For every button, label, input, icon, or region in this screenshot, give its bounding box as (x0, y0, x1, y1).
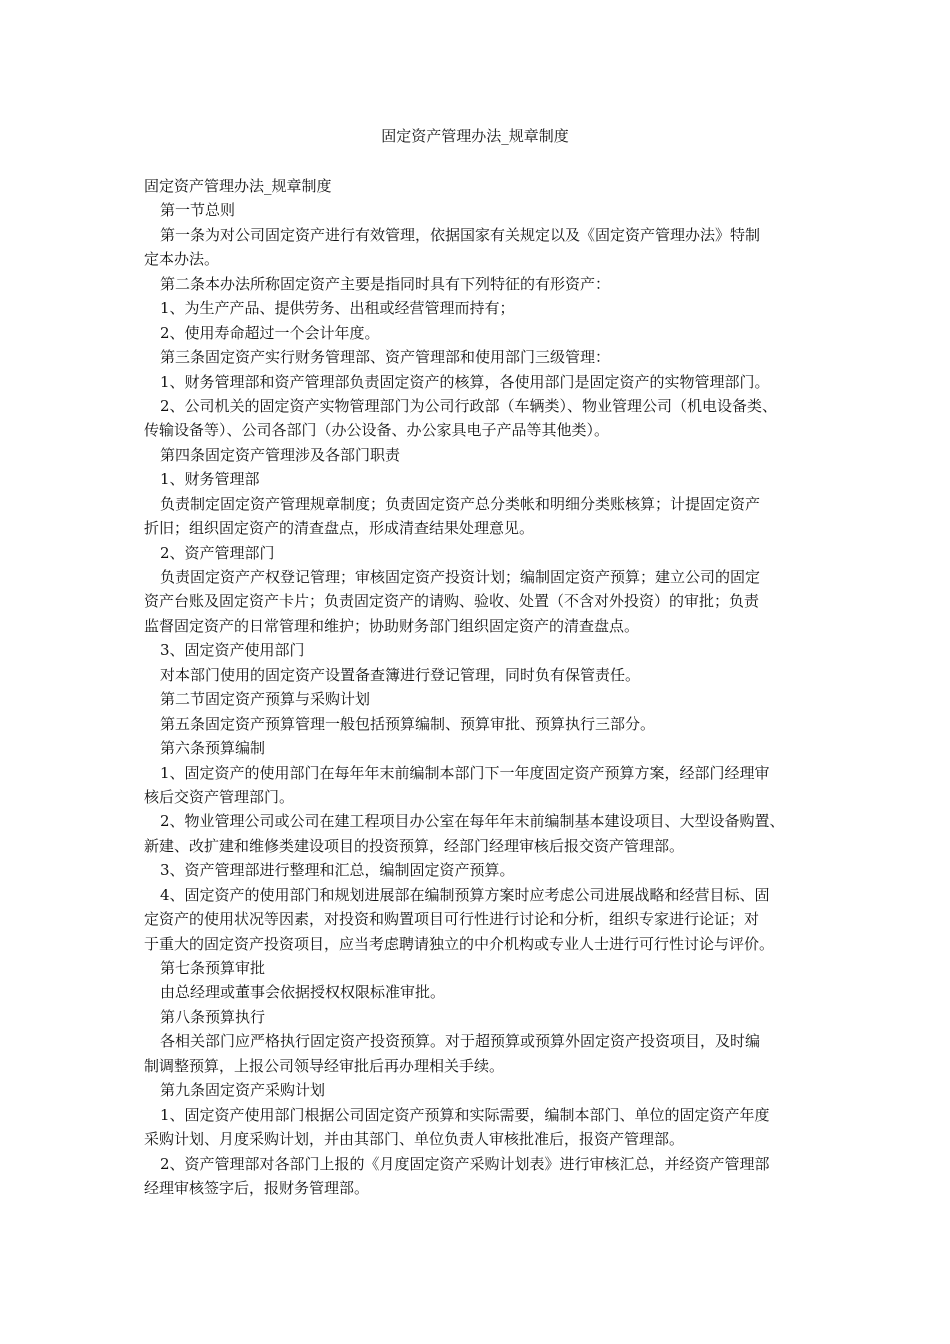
text-line: 采购计划、月度采购计划，并由其部门、单位负责人审核批准后，报资产管理部。 (144, 1130, 685, 1149)
text-line: 定本办法。 (144, 250, 220, 269)
text-line: 第五条固定资产预算管理一般包括预算编制、预算审批、预算执行三部分。 (160, 714, 656, 733)
text-line: 第六条预算编制 (160, 739, 266, 758)
text-line: 各相关部门应严格执行固定资产投资预算。对于超预算或预算外固定资产投资项目，及时编 (160, 1032, 761, 1051)
text-line: 核后交资产管理部门。 (144, 787, 295, 806)
text-line: 第二节固定资产预算与采购计划 (160, 690, 371, 709)
text-line: 第四条固定资产管理涉及各部门职责 (160, 445, 401, 464)
text-line: 制调整预算，上报公司领导经审批后再办理相关手续。 (144, 1056, 505, 1075)
text-line: 定资产的使用状况等因素，对投资和购置项目可行性进行讨论和分析，组织专家进行论证；对 (144, 910, 760, 929)
text-line: 第二条本办法所称固定资产主要是指同时具有下列特征的有形资产： (160, 274, 611, 293)
text-line: 第八条预算执行 (160, 1007, 266, 1026)
text-line: 3、固定资产使用部门 (160, 641, 305, 660)
text-line: 监督固定资产的日常管理和维护；协助财务部门组织固定资产的清查盘点。 (144, 616, 640, 635)
text-line: 折旧；组织固定资产的清查盘点，形成清查结果处理意见。 (144, 519, 535, 538)
text-line: 1、为生产产品、提供劳务、出租或经营管理而持有； (160, 299, 515, 318)
text-line: 1、财务管理部 (160, 470, 260, 489)
text-line: 新建、改扩建和维修类建设项目的投资预算，经部门经理审核后报交资产管理部。 (144, 836, 685, 855)
text-line: 负责制定固定资产管理规章制度；负责固定资产总分类帐和明细分类账核算；计提固定资产 (160, 494, 761, 513)
text-line: 第三条固定资产实行财务管理部、资产管理部和使用部门三级管理： (160, 348, 611, 367)
document-body (144, 174, 824, 1200)
text-line: 2、使用寿命超过一个会计年度。 (160, 323, 380, 342)
text-line: 于重大的固定资产投资项目，应当考虑聘请独立的中介机构或专业人士进行可行性讨论与评价。 (144, 934, 775, 953)
text-line: 经理审核签字后，报财务管理部。 (144, 1178, 370, 1197)
text-line: 对本部门使用的固定资产设置备查簿进行登记管理，同时负有保管责任。 (160, 665, 641, 684)
text-line: 2、资产管理部门 (160, 543, 275, 562)
text-line: 1、财务管理部和资产管理部负责固定资产的核算，各使用部门是固定资产的实物管理部门。 (160, 372, 770, 391)
text-line: 1、固定资产的使用部门在每年年末前编制本部门下一年度固定资产预算方案，经部门经理审 (160, 763, 770, 782)
text-line: 2、资产管理部对各部门上报的《月度固定资产采购计划表》进行审核汇总，并经资产管理部 (160, 1154, 770, 1173)
text-line: 传输设备等）、公司各部门（办公设备、办公家具电子产品等其他类）。 (144, 421, 610, 440)
text-line: 由总经理或董事会依据授权权限标准审批。 (160, 983, 446, 1002)
text-line: 第九条固定资产采购计划 (160, 1081, 326, 1100)
document-title: 固定资产管理办法_规章制度 (381, 127, 569, 145)
text-line: 1、固定资产使用部门根据公司固定资产预算和实际需要，编制本部门、单位的固定资产年度 (160, 1105, 770, 1124)
text-line: 2、物业管理公司或公司在建工程项目办公室在每年年末前编制基本建设项目、大型设备购置、 (160, 812, 785, 831)
text-line: 资产台账及固定资产卡片；负责固定资产的请购、验收、处置（不含对外投资）的审批；负责 (144, 592, 760, 611)
text-line: 第一节总则 (160, 201, 236, 220)
text-line: 第一条为对公司固定资产进行有效管理，依据国家有关规定以及《固定资产管理办法》特制 (160, 225, 761, 244)
text-line: 第七条预算审批 (160, 959, 266, 977)
text-line: 2、公司机关的固定资产实物管理部门为公司行政部（车辆类）、物业管理公司（机电设备类、 (160, 396, 778, 415)
text-line: 固定资产管理办法_规章制度 (144, 177, 332, 195)
text-line: 3、资产管理部进行整理和汇总，编制固定资产预算。 (160, 861, 515, 880)
text-line: 4、固定资产的使用部门和规划进展部在编制预算方案时应考虑公司进展战略和经营目标、固 (160, 885, 770, 904)
text-line: 负责固定资产产权登记管理；审核固定资产投资计划；编制固定资产预算；建立公司的固定 (160, 568, 761, 586)
